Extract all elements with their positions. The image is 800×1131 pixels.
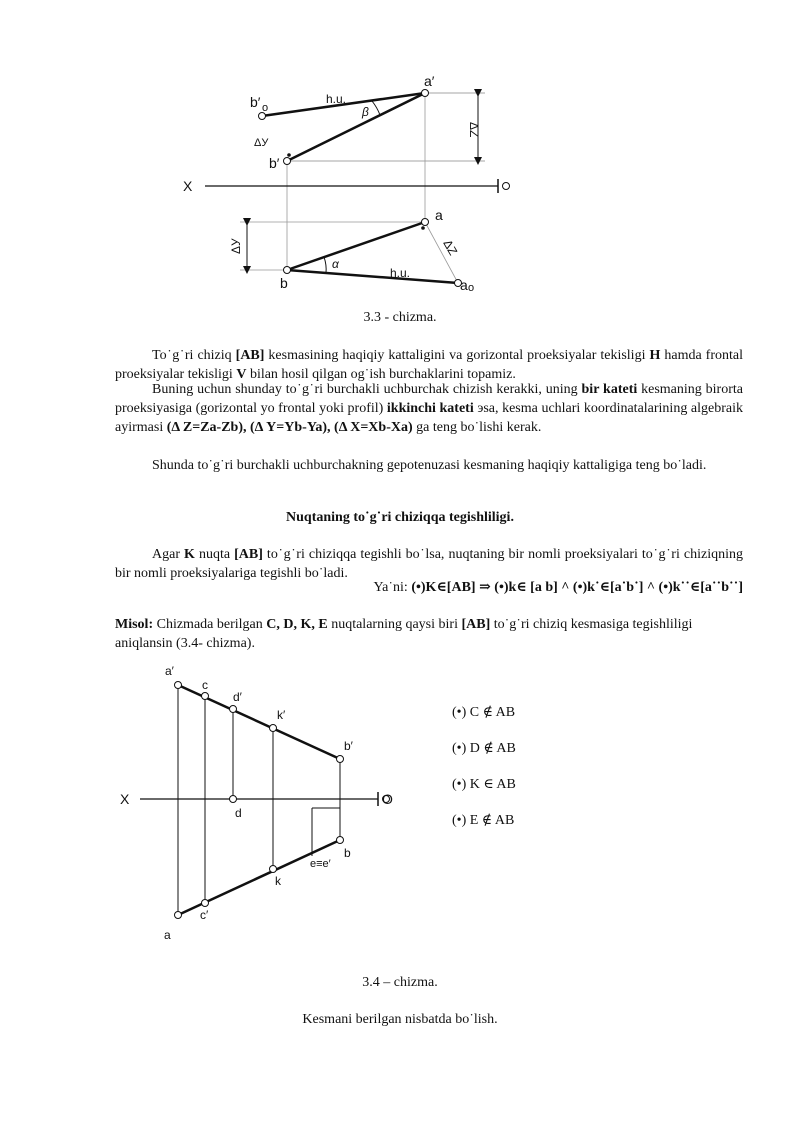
paragraph-2: Buning uchun shunday to˙g˙ri burchakli uchburchak chizish kerakki, uning bir kateti kesmaning birorta proeksiyasiga (gorizontal yo frontal yoki profil) ikkinchi kateti эsa, kesma uchlari koordinatalarining algebraik ayirmasi (Δ Z=Za-Zb), (Δ Y=Yb-Ya), (Δ X=Xb-Xa) ga teng bo˙lishi kerak. [115,382,743,435]
figure-3-4-caption: 3.4 – chizma. [362,975,438,990]
membership-item: (•) D ∉ AB [452,741,516,756]
label-delta-y-top: ΔУ [254,137,269,149]
label-a-prime: a′ [424,73,435,89]
label-a: a [435,207,443,223]
label-d: d [235,806,242,820]
label-k: k [275,874,281,888]
label-d-prime: d′ [233,690,242,704]
label-axis-x: X [120,791,130,807]
paragraph-1: To˙g˙ri chiziq [AB] kesmasining haqiqiy kattaligini va gorizontal proeksiyalar tekisligi H hamda frontal proeksiyalar tekisligi V bilan hosil qilgan og˙ish burchaklarini topamiz. [115,348,743,382]
paragraph-4: Agar K nuqta [AB] to˙g˙ri chiziqqa tegishli bo˙lsa, nuqtaning bir nomli proeksiyalari to˙g˙ri chiziqning bir nomli proeksiyalariga tegishli bo˙ladi. [115,547,743,581]
example-paragraph: Misol: Chizmada berilgan C, D, K, E nuqtalarning qaysi biri [AB] to˙g˙ri chiziq kesmasiga tegishliligi aniqlansin (3.4- chizma). [115,617,693,651]
label-b-prime: b′ [269,155,280,171]
figure-3-3 [0,0,800,310]
label-hu-top: h.u. [326,92,347,106]
label-k-prime: k′ [277,708,286,722]
label-a: a [164,928,171,942]
figure-3-4 [0,655,800,955]
label-axis-o: O [382,791,393,807]
label-b: b [344,846,351,860]
membership-item: (•) E ∉ AB [452,813,515,828]
section-heading: Nuqtaning to˙g˙ri chiziqqa tegishliligi. [286,510,514,525]
formula-line: Ya˙ni: (•)K∈[AB] ⇒ (•)k∈ [a b] ^ (•)k˙∈[a˙b˙] ^ (•)k˙˙∈[a˙˙b˙˙] [373,580,743,595]
label-a0-sub: o [468,282,475,294]
label-a-prime: a′ [165,664,174,678]
label-a0: a [460,277,468,293]
membership-item: (•) K ∈ AB [452,777,516,792]
label-beta: β [362,105,369,119]
label-e-equiv: e≡e′ [310,858,331,870]
label-axis-x: X [183,178,193,194]
figure-3-3-caption: 3.3 - chizma. [363,310,437,325]
membership-item: (•) C ∉ AB [452,705,516,720]
label-delta-z-slant: ΔZ [440,237,461,258]
section-title-next: Kesmani berilgan nisbatda bo˙lish. [302,1012,498,1027]
paragraph-3: Shunda to˙g˙ri burchakli uchburchakning gepotenuzasi kesmaning haqiqiy kattaligiga teng bo˙ladi. [152,458,707,473]
label-c: c [202,678,208,692]
label-delta-z-vertical: ΔZ [467,122,481,138]
membership-list [452,704,516,848]
label-b: b [280,275,288,291]
label-hu-bottom: h.u. [390,266,411,280]
label-b-prime: b′ [344,739,353,753]
label-c-prime: c′ [200,908,209,922]
label-b0-prime: b′ [250,94,261,110]
label-b0-sub: o [262,102,269,114]
label-delta-y-left: ΔУ [229,238,243,254]
label-alpha: α [332,257,339,271]
